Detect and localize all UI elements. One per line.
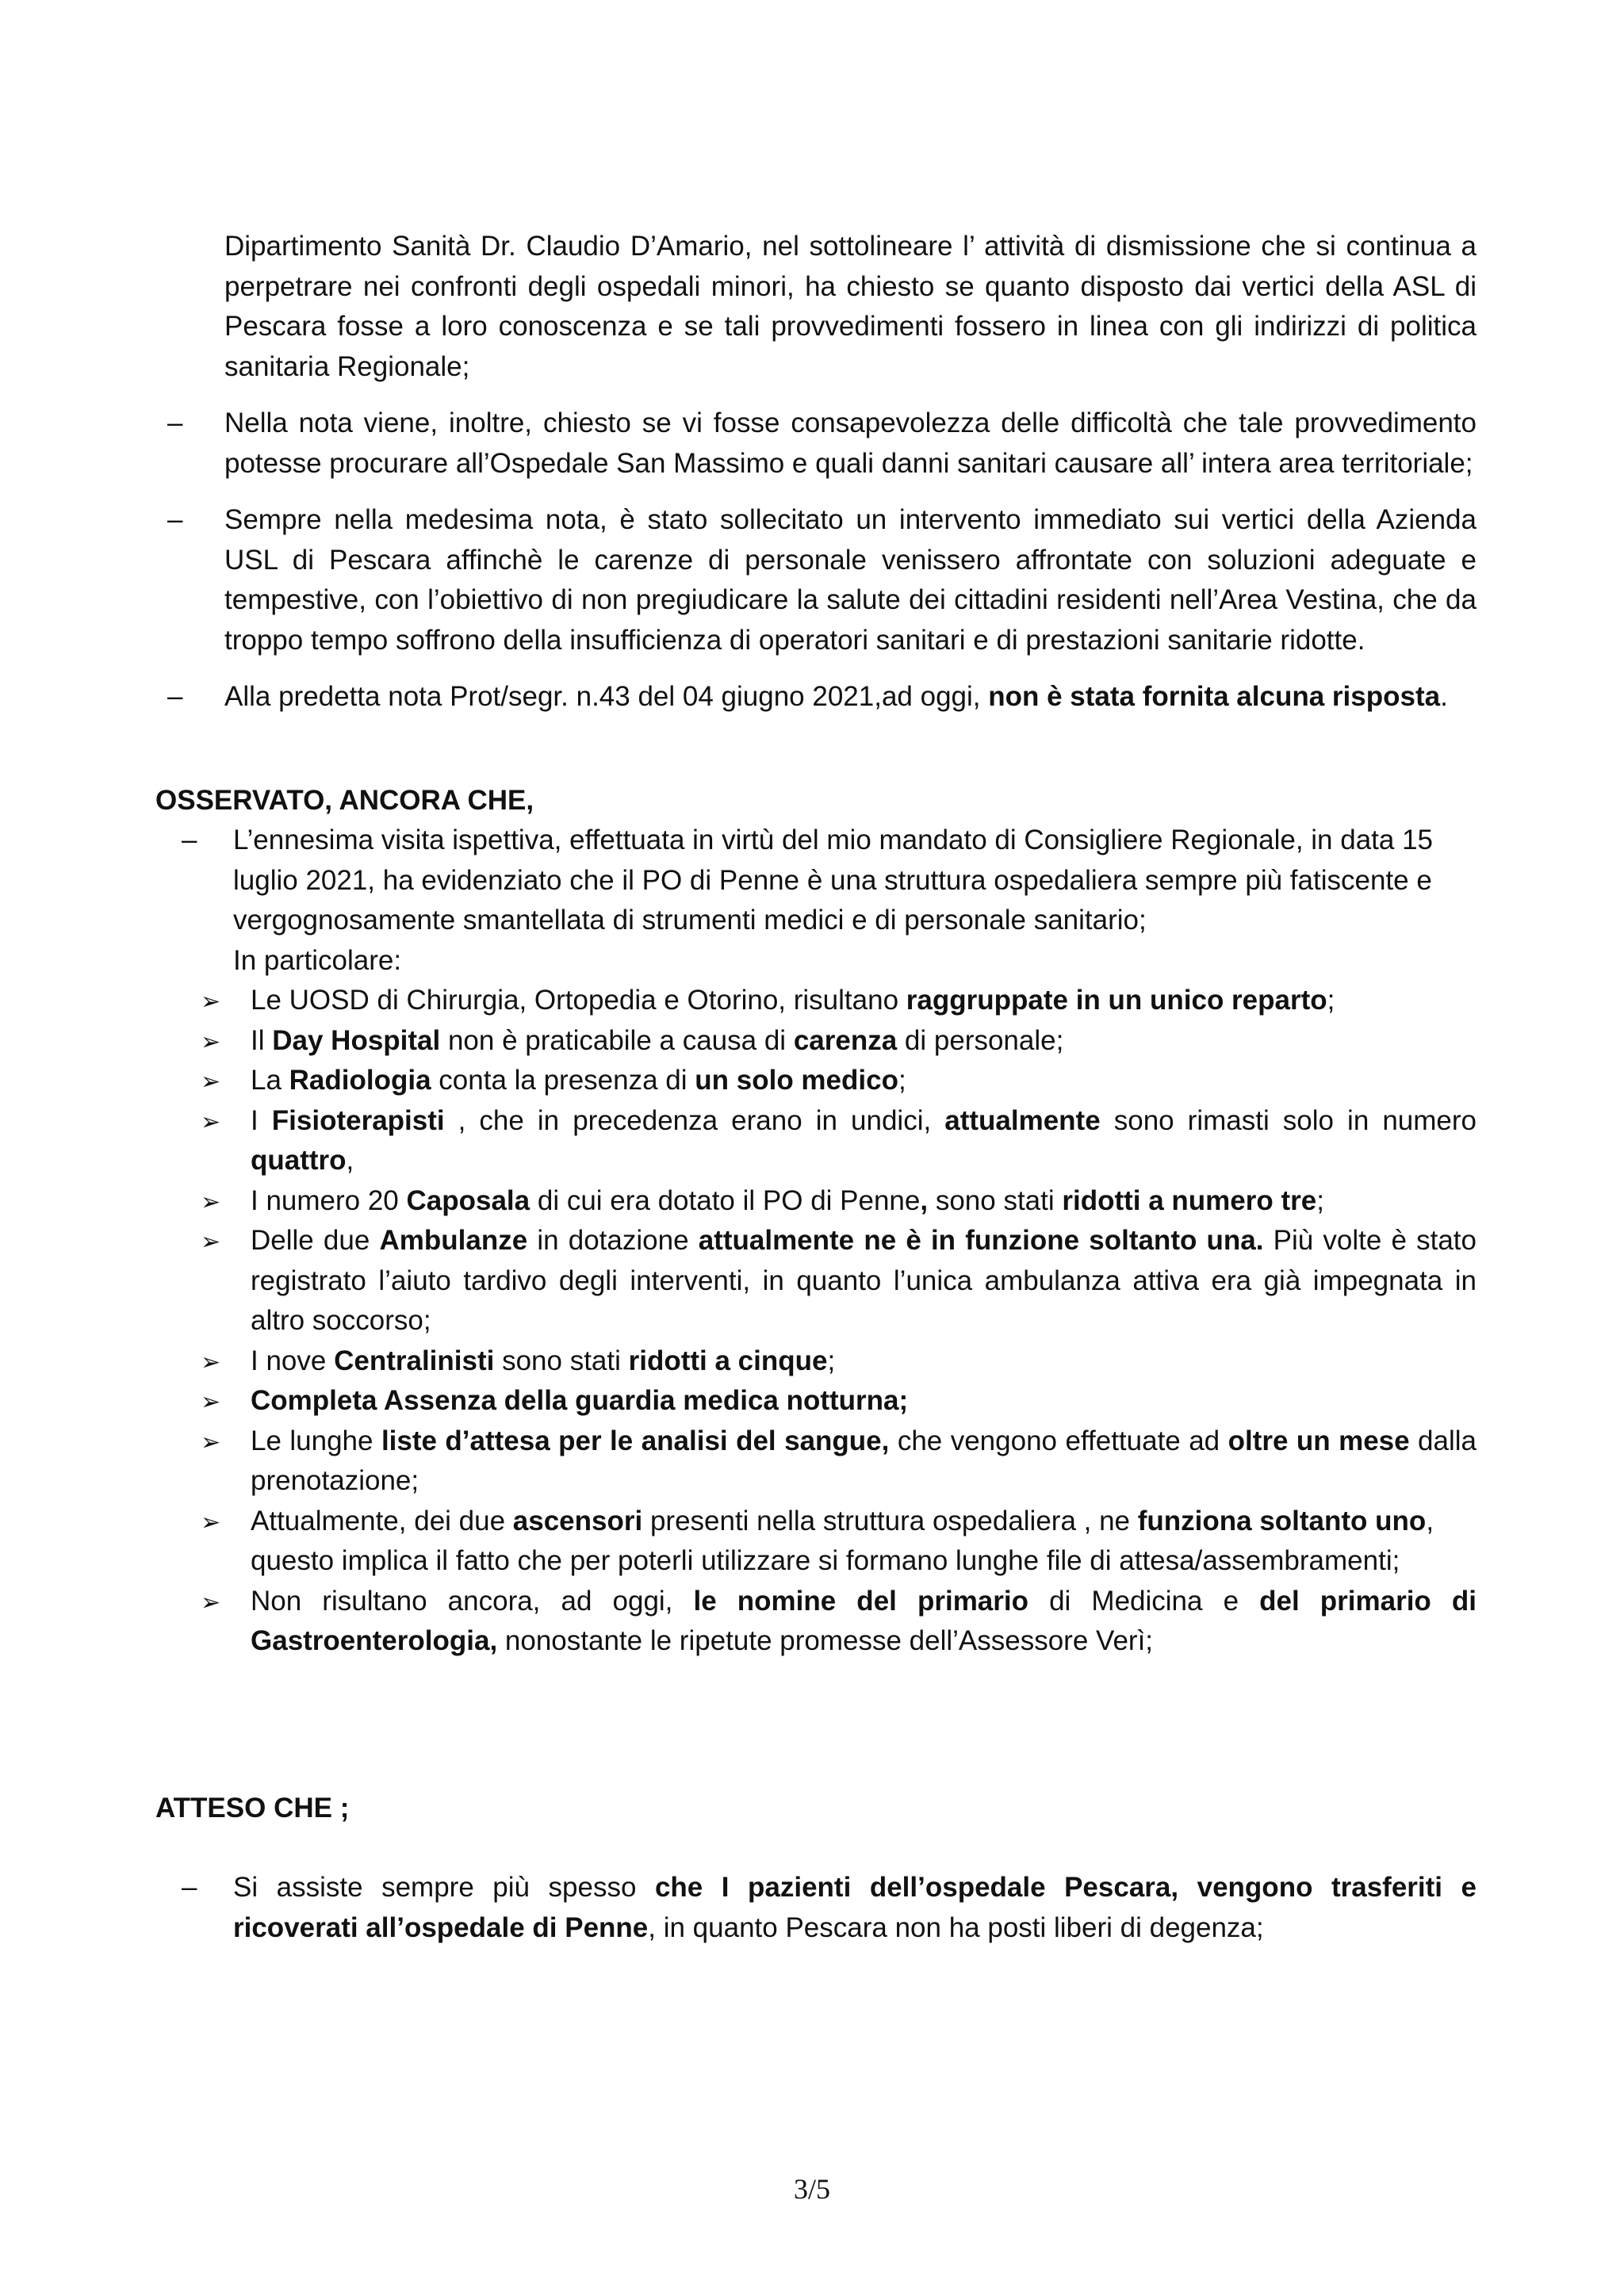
text-run: Le UOSD di Chirurgia, Ortopedia e Otorino, risultano bbox=[251, 985, 906, 1016]
bold-run: carenza bbox=[793, 1024, 898, 1056]
arrow-list bbox=[201, 981, 1477, 1662]
text-run: dalla prenotazione; bbox=[251, 1425, 1477, 1496]
text-run: , bbox=[346, 1145, 354, 1176]
text-run: ; bbox=[1327, 985, 1335, 1016]
arrow-bullet-icon: ➢ bbox=[201, 1349, 221, 1376]
dash-marker: – bbox=[167, 408, 183, 438]
text-run: conta la presenza di bbox=[431, 1065, 695, 1096]
text-run: sono stati bbox=[928, 1184, 1063, 1216]
arrow-bullet-icon: ➢ bbox=[201, 1229, 221, 1255]
arrow-bullet-icon: ➢ bbox=[201, 1069, 221, 1095]
bold-run: Fisioterapisti bbox=[271, 1104, 445, 1136]
arrow-bullet-icon: ➢ bbox=[201, 1108, 221, 1135]
text-run: Attualmente, dei due bbox=[251, 1505, 513, 1536]
intro-paragraph: Dipartimento Sanità Dr. Claudio D’Amario, nel sottolineare l’ attività di dismissione che si continua a perpetrare nei confronti degli ospedali minori, ha chiesto se quanto disposto dai vertici della ASL di Pescara fosse a loro conoscenza e se tali provvedimenti fossero in linea con gli indirizzi di politica sanitaria Regionale; bbox=[224, 231, 1477, 382]
dash-list-item bbox=[167, 404, 1477, 484]
bold-run: Completa Assenza della guardia medica notturna; bbox=[251, 1385, 909, 1416]
bold-run: Day Hospital bbox=[272, 1024, 441, 1056]
bold-run: oltre un mese bbox=[1228, 1425, 1410, 1456]
dash-list-item bbox=[167, 677, 1477, 718]
dash-item-text: Sempre nella medesima nota, è stato sollecitato un intervento immediato sui vertici della Azienda USL di Pescara affinchè le carenze di personale venissero affrontate con soluzioni adeguate e tempestive, con l’obiettivo di non pregiudicare la salute dei cittadini residenti nell’Area Vestina, che da troppo tempo soffrono della insufficienza di operatori sanitari e di prestazioni sanitarie ridotte. bbox=[224, 504, 1477, 656]
text-run: nonostante le ripetute promesse dell’Assessore Verì; bbox=[497, 1625, 1154, 1656]
bold-run: funziona soltanto uno bbox=[1137, 1505, 1427, 1536]
text-run: Il bbox=[251, 1024, 273, 1056]
bold-run: liste d’attesa per le analisi del sangue, bbox=[381, 1425, 890, 1456]
text-run: ; bbox=[827, 1345, 836, 1376]
text-run: , in quanto Pescara non ha posti liberi di degenza; bbox=[648, 1911, 1264, 1943]
document-body bbox=[155, 227, 1477, 1948]
arrow-list-item bbox=[201, 1021, 1477, 1062]
arrow-bullet-icon: ➢ bbox=[201, 989, 221, 1015]
dash-list-item bbox=[167, 500, 1477, 660]
bold-run: un solo medico bbox=[695, 1065, 898, 1096]
text-run: I bbox=[251, 1104, 272, 1136]
bold-run: non è stata fornita alcuna risposta bbox=[988, 681, 1441, 712]
arrow-list-item bbox=[201, 1061, 1477, 1101]
bold-run: attualmente ne è in funzione soltanto una. bbox=[698, 1225, 1264, 1256]
text-run: . bbox=[1440, 681, 1448, 712]
dash-marker: – bbox=[167, 681, 183, 712]
dash-list-item bbox=[182, 821, 1453, 981]
dash-marker: – bbox=[182, 825, 197, 855]
arrow-list-item bbox=[201, 1181, 1477, 1222]
arrow-bullet-icon: ➢ bbox=[201, 1028, 221, 1055]
bold-run: ridotti a numero tre bbox=[1062, 1184, 1317, 1216]
text-run: sono rimasti solo in numero bbox=[1100, 1104, 1477, 1136]
dash-item-text: Nella nota viene, inoltre, chiesto se vi fosse consapevolezza delle difficoltà che tale provvedimento potesse procurare all’Ospedale San Massimo e quali danni sanitari causare all’ intera area territoriale; bbox=[224, 408, 1477, 479]
text-run: che vengono effettuate ad bbox=[889, 1425, 1228, 1456]
bold-run: ascensori bbox=[512, 1505, 643, 1536]
arrow-bullet-icon: ➢ bbox=[201, 1389, 221, 1415]
text-run: , che in precedenza erano in undici, bbox=[444, 1104, 945, 1136]
text-run: in dotazione bbox=[527, 1225, 699, 1256]
bold-run: , bbox=[920, 1184, 929, 1216]
bold-run: quattro bbox=[251, 1145, 347, 1176]
arrow-list-item bbox=[201, 1582, 1477, 1662]
bold-run: Centralinisti bbox=[334, 1345, 495, 1376]
dash-list-item bbox=[182, 1868, 1477, 1948]
arrow-bullet-icon: ➢ bbox=[201, 1509, 221, 1536]
bold-run: del primario di Gastroenterologia, bbox=[251, 1585, 1477, 1656]
arrow-bullet-icon: ➢ bbox=[201, 1188, 221, 1215]
dash-marker: – bbox=[167, 504, 183, 535]
text-run: sono stati bbox=[494, 1345, 629, 1376]
bold-run: Radiologia bbox=[289, 1065, 431, 1096]
bold-run: Caposala bbox=[406, 1184, 530, 1216]
bold-run: raggruppate in un unico reparto bbox=[906, 985, 1327, 1016]
arrow-list-item bbox=[201, 981, 1477, 1021]
arrow-list-item bbox=[201, 1101, 1477, 1181]
text-run: Si assiste sempre più spesso bbox=[233, 1872, 655, 1903]
text-run: di cui era dotato il PO di Penne bbox=[530, 1184, 921, 1216]
arrow-list-item bbox=[201, 1221, 1477, 1341]
text-run: I nove bbox=[251, 1345, 335, 1376]
page-number: 3/5 bbox=[793, 2173, 830, 2205]
dash-item-text: L’ennesima visita ispettiva, effettuata in virtù del mio mandato di Consigliere Regionale, in data 15 luglio 2021, ha evidenziato che il PO di Penne è una struttura ospedaliera sempre più fatiscente e vergognosamente smantellata di strumenti medici e di personale sanitario; bbox=[233, 825, 1434, 936]
text-run: non è praticabile a causa di bbox=[440, 1024, 794, 1056]
arrow-bullet-icon: ➢ bbox=[201, 1589, 221, 1616]
text-run: La bbox=[251, 1065, 289, 1096]
text-run: Le lunghe bbox=[251, 1425, 381, 1456]
dash-marker: – bbox=[182, 1872, 197, 1903]
dash-item-text bbox=[233, 1868, 1477, 1948]
text-run: I numero 20 bbox=[251, 1184, 407, 1216]
text-run: Alla predetta nota Prot/segr. n.43 del 04 giugno 2021,ad oggi, bbox=[224, 681, 989, 712]
arrow-list-item bbox=[201, 1381, 1477, 1422]
text-run: ; bbox=[1316, 1184, 1324, 1216]
section-heading-atteso: ATTESO CHE ; bbox=[155, 1792, 350, 1823]
bold-run: attualmente bbox=[944, 1104, 1101, 1136]
arrow-list-item bbox=[201, 1341, 1477, 1382]
text-run: Non risultano ancora, ad oggi, bbox=[251, 1585, 694, 1617]
arrow-list-item bbox=[201, 1422, 1477, 1502]
arrow-bullet-icon: ➢ bbox=[201, 1429, 221, 1456]
text-run: di Medicina e bbox=[1028, 1585, 1260, 1617]
dash-item-text bbox=[224, 677, 1477, 718]
text-run: Più volte è stato registrato l’aiuto tardivo degli interventi, in quanto l’unica ambulanza attiva era già impegnata in altro soccorso; bbox=[251, 1225, 1477, 1336]
bold-run: ridotti a cinque bbox=[628, 1345, 828, 1376]
text-run: di personale; bbox=[897, 1024, 1064, 1056]
text-run: , questo implica il fatto che per poterli utilizzare si formano lunghe file di attesa/assembramenti; bbox=[251, 1505, 1434, 1576]
text-run: ; bbox=[898, 1065, 906, 1096]
text-run: presenti nella struttura ospedaliera , ne bbox=[642, 1505, 1138, 1536]
section-heading-osservato: OSSERVATO, ANCORA CHE, bbox=[155, 784, 534, 816]
in-particolare-label: In particolare: bbox=[233, 944, 402, 976]
arrow-list-item bbox=[201, 1502, 1477, 1582]
bold-run: Ambulanze bbox=[379, 1225, 528, 1256]
bold-run: le nomine del primario bbox=[693, 1585, 1028, 1617]
bold-run: che I pazienti dell’ospedale Pescara, vengono trasferiti e ricoverati all’ospedale di Penne bbox=[233, 1872, 1477, 1943]
text-run: Delle due bbox=[251, 1225, 380, 1256]
